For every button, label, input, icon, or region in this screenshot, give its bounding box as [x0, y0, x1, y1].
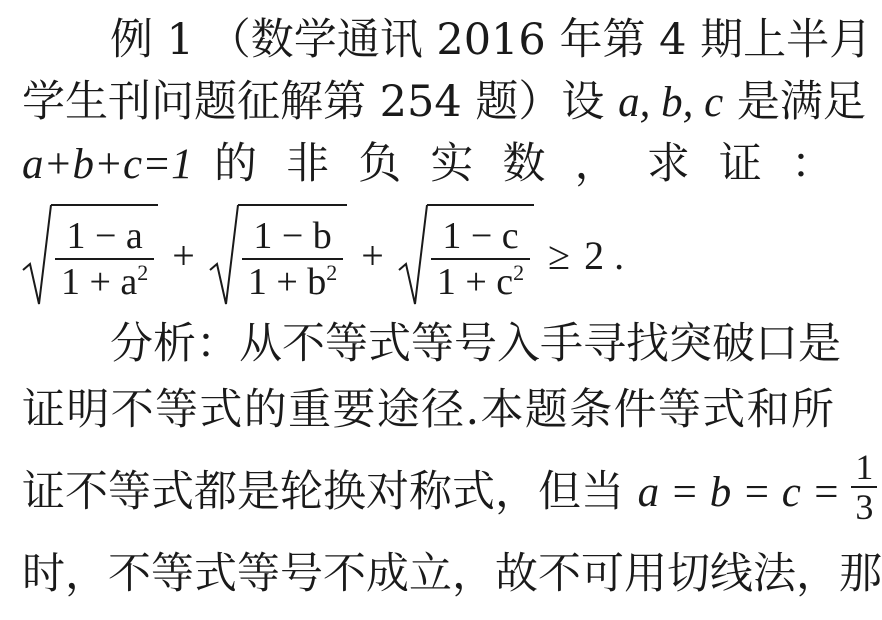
text-line-8: [22, 548, 882, 600]
text-segment: 时，不等式等号不成立，故不可用切线法，那: [22, 549, 882, 599]
radical-sign: [209, 204, 239, 306]
radical-sign: [398, 204, 428, 306]
inequality-formula: [22, 200, 624, 310]
text-segment: 是满足: [723, 77, 866, 127]
denominator: 3: [851, 486, 877, 526]
text-segment: 学生刊问题征解第 254 题）设: [22, 77, 619, 127]
text-line-6: [22, 384, 834, 436]
denominator: 1 + a: [61, 261, 138, 303]
plus-sign: +: [172, 232, 195, 278]
denominator: 1 + c: [436, 261, 514, 303]
fraction: [431, 214, 530, 304]
sqrt-term-3: [398, 204, 534, 306]
exponent: 2: [326, 260, 338, 285]
exponent: 2: [137, 260, 149, 285]
exponent: 2: [513, 260, 525, 285]
text-line-2: [22, 76, 866, 129]
geq-sign: ≥: [548, 232, 571, 278]
numerator: 1 − c: [442, 215, 519, 257]
text-segment: 的 非 负 实 数 ， 求 证 ：: [192, 139, 834, 189]
text-line-1: [110, 14, 873, 66]
text-segment: 证不等式都是轮换对称式，但当: [22, 467, 638, 517]
denominator: 1 + b: [247, 261, 327, 303]
example-heading: 例 1 （数学通讯 2016 年第 4 期上半月: [110, 15, 873, 65]
numerator: 1 − b: [253, 215, 332, 257]
math-condition: a+b+c=1: [22, 141, 193, 188]
formula-rhs: 2 .: [584, 232, 625, 278]
text-line-5: [110, 318, 841, 370]
numerator: 1 − a: [66, 215, 143, 257]
radical-sign: [22, 204, 52, 306]
text-line-7: [22, 447, 874, 534]
numerator: 1: [855, 447, 874, 487]
math-equality: a = b = c =: [637, 469, 852, 516]
text-segment: 证明不等式的重要途径.本题条件等式和所: [22, 385, 834, 435]
text-line-3: [22, 138, 834, 191]
fraction: [55, 214, 154, 304]
inline-fraction: [851, 448, 877, 526]
math-variables: a, b, c: [618, 79, 724, 126]
fraction: [242, 214, 343, 304]
sqrt-term-1: [22, 204, 158, 306]
analysis-heading: 分析：从不等式等号入手寻找突破口是: [110, 319, 841, 369]
sqrt-term-2: [209, 204, 347, 306]
plus-sign: +: [361, 232, 384, 278]
